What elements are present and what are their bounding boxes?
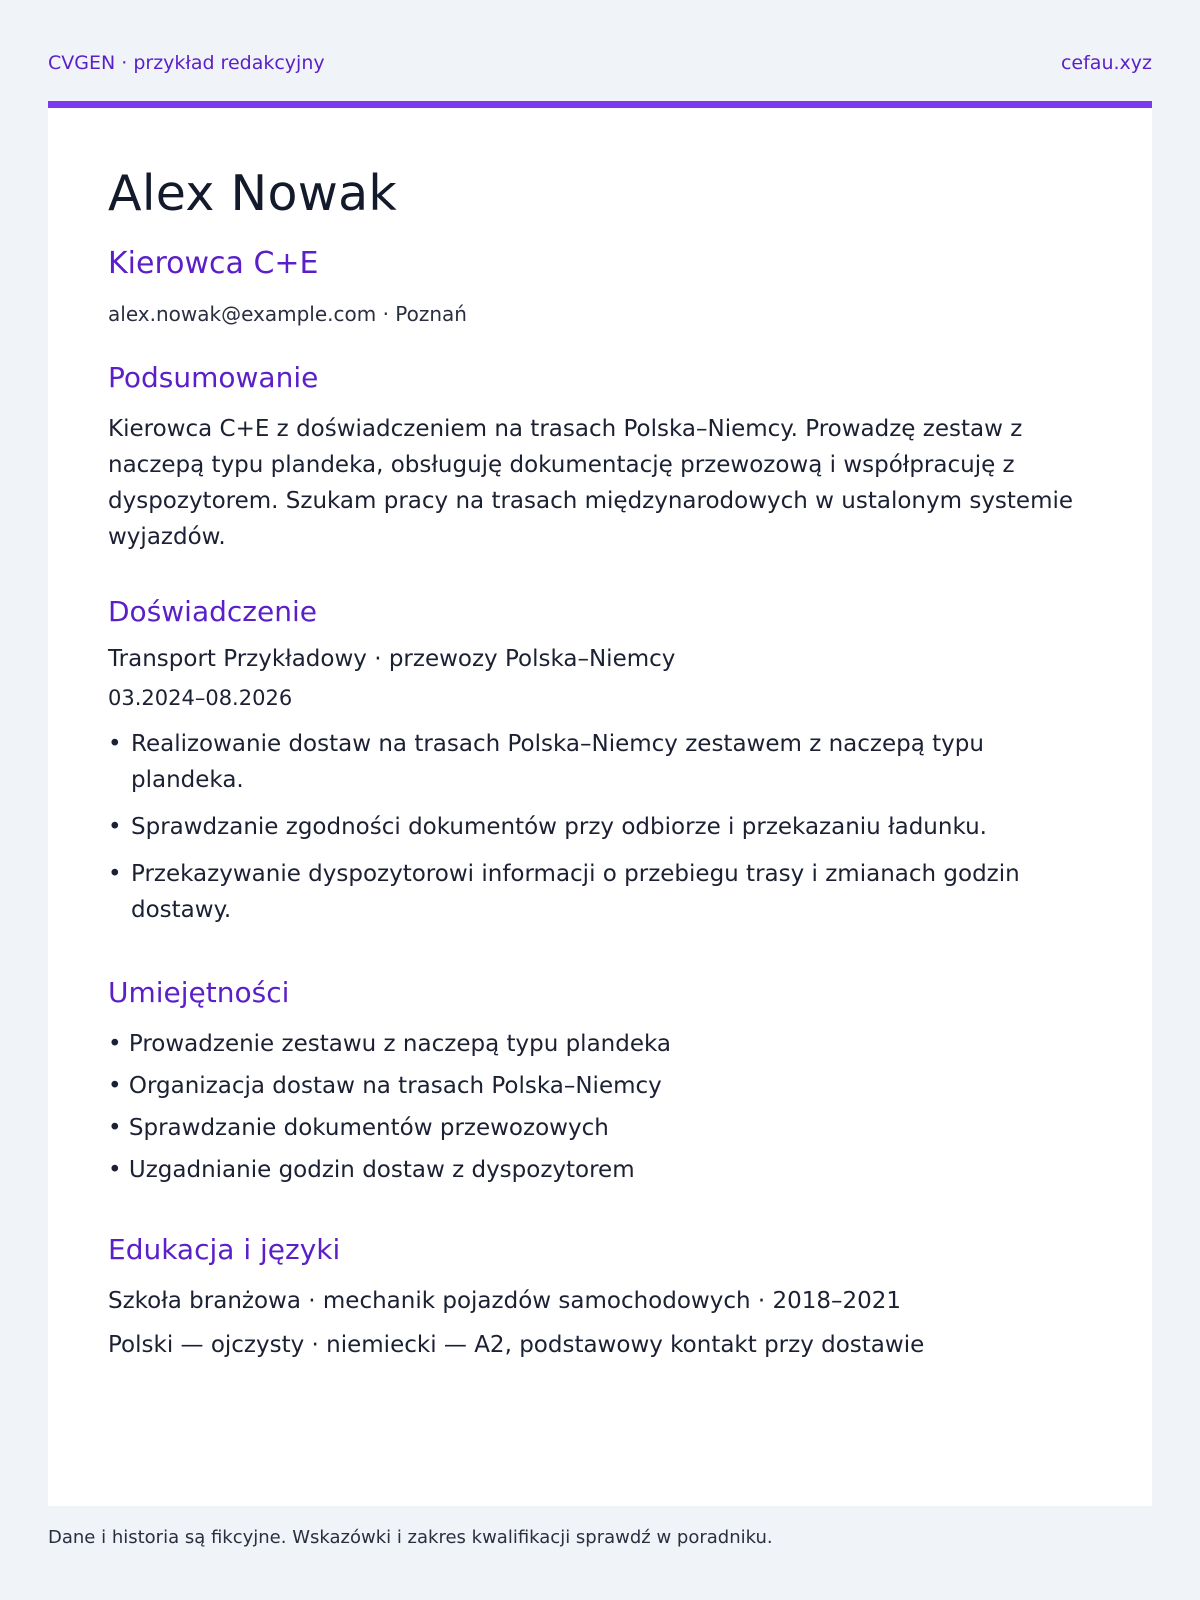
summary-heading: Podsumowanie	[108, 361, 319, 394]
experience-company: Transport Przykładowy · przewozy Polska–Niemcy	[108, 646, 676, 672]
languages-line: Polski — ojczysty · niemiecki — A2, podstawowy kontakt przy dostawie	[108, 1332, 925, 1358]
summary-text: Kierowca C+E z doświadczeniem na trasach Polska–Niemcy. Prowadzę zestaw z naczepą typu plandeka, obsługuję dokumentację przewozową i współpracuję z dyspozytorem. Szukam pracy na trasach międzynarodowych w ustalonym systemie wyjazdów.	[108, 416, 1074, 550]
resume-card	[48, 101, 1152, 1506]
skill-item: • Prowadzenie zestawu z naczepą typu plandeka	[108, 1031, 672, 1057]
skill-item: • Sprawdzanie dokumentów przewozowych	[108, 1115, 609, 1141]
skill-item: • Organizacja dostaw na trasach Polska–Niemcy	[108, 1073, 662, 1099]
education-heading: Edukacja i języki	[108, 1233, 341, 1266]
job-title: Kierowca C+E	[108, 246, 319, 281]
experience-heading: Doświadczenie	[108, 595, 317, 628]
skills-list	[108, 1023, 671, 1191]
footer-note: Dane i historia są fikcyjne. Wskazówki i zakres kwalifikacji sprawdź w poradniku.	[48, 1527, 773, 1548]
contact-line: alex.nowak@example.com · Poznań	[108, 302, 467, 326]
experience-bullets	[108, 726, 1088, 939]
experience-bullet: • Realizowanie dostaw na trasach Polska–Niemcy zestawem z naczepą typu plandeka.	[108, 726, 1088, 798]
site-link[interactable]: cefau.xyz	[1060, 52, 1152, 74]
experience-bullet: • Sprawdzanie zgodności dokumentów przy odbiorze i przekazaniu ładunku.	[108, 809, 1088, 845]
top-bar	[48, 49, 1152, 77]
experience-bullet: • Przekazywanie dyspozytorowi informacji o przebiegu trasy i zmianach godzin dostawy.	[108, 856, 1088, 928]
experience-dates: 03.2024–08.2026	[108, 686, 293, 710]
brand-label: CVGEN · przykład redakcyjny	[48, 52, 325, 74]
person-name: Alex Nowak	[108, 165, 398, 222]
education-school: Szkoła branżowa · mechanik pojazdów samochodowych · 2018–2021	[108, 1288, 902, 1314]
skills-heading: Umiejętności	[108, 976, 290, 1009]
skill-item: • Uzgadnianie godzin dostaw z dyspozytorem	[108, 1157, 635, 1183]
